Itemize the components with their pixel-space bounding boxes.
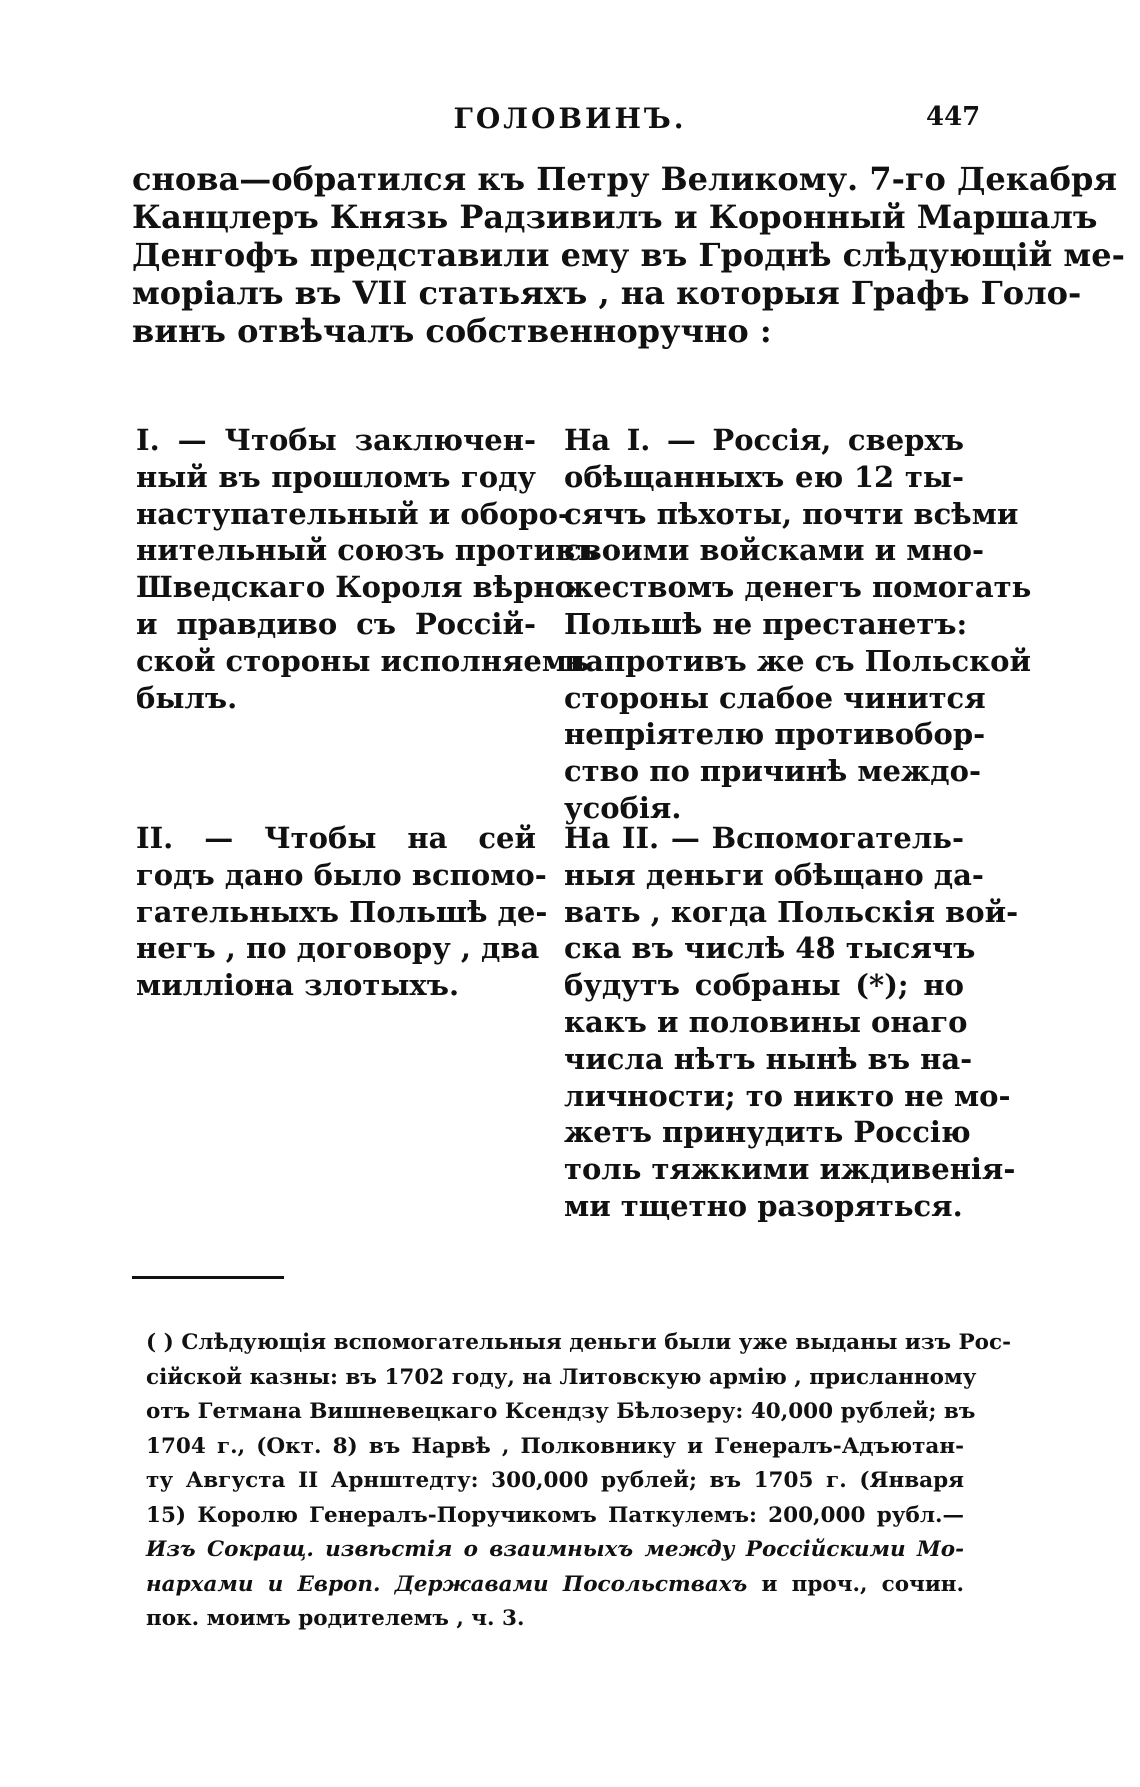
answer-line: напротивъ же съ Польской: [564, 643, 1031, 678]
footnote-divider: [132, 1276, 284, 1279]
running-header-title: ГОЛОВИНЪ.: [453, 102, 687, 135]
footnote-source-line: [146, 1568, 964, 1603]
article-line: гательныхъ Польшѣ де-: [136, 894, 548, 929]
footnote-line: сійской казны: въ 1702 году, на Литовскую армію , присланному: [146, 1364, 977, 1390]
intro-line: снова—обратился къ Петру Великому. 7-го Декабря: [132, 160, 1117, 198]
article-line: наступательный и оборо-: [136, 496, 570, 531]
answer-line: обѣщанныхъ ею 12 ты-: [564, 459, 964, 494]
answer-line: вать , когда Польскія вой-: [564, 894, 1019, 929]
memorial-article-1: [136, 422, 598, 716]
answer-line: жествомъ денегъ помогать: [564, 570, 1032, 605]
page-number: 447: [926, 102, 981, 132]
intro-line: моріалъ въ VII статьяхъ , на которыя Графъ Голо-: [132, 274, 1082, 312]
intro-line: Канцлеръ Князь Радзивилъ и Коронный Маршалъ: [132, 198, 1098, 236]
answer-line: На II. — Вспомогатель-: [564, 821, 964, 855]
answer-line: усобія.: [564, 790, 682, 825]
answer-line: сячъ пѣхоты, почти всѣми: [564, 496, 1019, 531]
article-line: милліона злотыхъ.: [136, 968, 460, 1003]
footnote-line: ( ) Слѣдующія вспомогательныя деньги были уже выданы изъ Рос-: [146, 1330, 1012, 1355]
answer-line: какъ и половины онаго: [564, 1004, 968, 1039]
article-line: годъ дано было вспомо-: [136, 857, 547, 892]
answer-line: ство по причинѣ междо-: [564, 754, 981, 789]
answer-line: числа нѣтъ нынѣ въ на-: [564, 1041, 973, 1076]
article-line: негъ , по договору , два: [136, 931, 540, 966]
answer-2: [564, 820, 1019, 1225]
article-line: и правдиво съ Россій-: [136, 606, 536, 641]
article-line: I. — Чтобы заключен-: [136, 423, 536, 457]
article-line: Шведскаго Короля вѣрно: [136, 570, 575, 605]
answer-line: ныя деньги обѣщано да-: [564, 857, 984, 892]
footnote-line: отъ Гетмана Вишневецкаго Ксендзу Бѣлозеру: 40,000 рублей; въ: [146, 1399, 976, 1424]
intro-line: винъ отвѣчалъ собственноручно :: [132, 312, 772, 350]
intro-paragraph: [132, 160, 1125, 350]
footnote-source-title: нархами и Европ. Державами Посольствахъ: [146, 1571, 748, 1597]
answer-line: непріятелю противобор-: [564, 717, 986, 752]
answer-line: стороны слабое чинится: [564, 680, 986, 715]
answer-line: ска въ числѣ 48 тысячъ: [564, 931, 976, 966]
footnote: [146, 1326, 1012, 1637]
article-line: ской стороны исполняемъ: [136, 643, 590, 678]
footnote-line: ту Августа II Арнштедту: 300,000 рублей; въ 1705 г. (Января: [146, 1468, 964, 1493]
footnote-source-line: Изъ Сокращ. извѣстія о взаимныхъ между Россійскими Мо-: [146, 1537, 964, 1562]
answer-line: личности; то никто не мо-: [564, 1078, 1011, 1113]
answer-1: [564, 422, 1032, 827]
answer-line: толь тяжкими иждивенія-: [564, 1152, 1016, 1187]
article-line: былъ.: [136, 680, 238, 715]
intro-line: Денгофъ представили ему въ Гроднѣ слѣдующій ме-: [132, 236, 1125, 274]
answer-line: ми тщетно разоряться.: [564, 1188, 963, 1223]
article-line: нительный союзъ противъ: [136, 533, 598, 568]
footnote-line: 1704 г., (Окт. 8) въ Нарвѣ , Полковнику и Генералъ-Адъютан-: [146, 1433, 964, 1459]
footnote-source-tail: и проч., сочин.: [761, 1571, 964, 1597]
answer-line: Польшѣ не престанетъ:: [564, 606, 968, 641]
footnote-line: 15) Королю Генералъ-Поручикомъ Паткулемъ: 200,000 рубл.—: [146, 1502, 964, 1528]
article-line: II. — Чтобы на сей: [136, 821, 536, 855]
article-line: ный въ прошломъ году: [136, 459, 536, 494]
answer-line: На I. — Россія, сверхъ: [564, 423, 964, 457]
footnote-line: пок. моимъ родителемъ , ч. 3.: [146, 1606, 525, 1631]
answer-line: своими войсками и мно-: [564, 533, 985, 568]
memorial-article-2: [136, 820, 548, 1004]
answer-line: будутъ собраны (*); но: [564, 968, 964, 1003]
answer-line: жетъ принудить Россію: [564, 1115, 971, 1150]
